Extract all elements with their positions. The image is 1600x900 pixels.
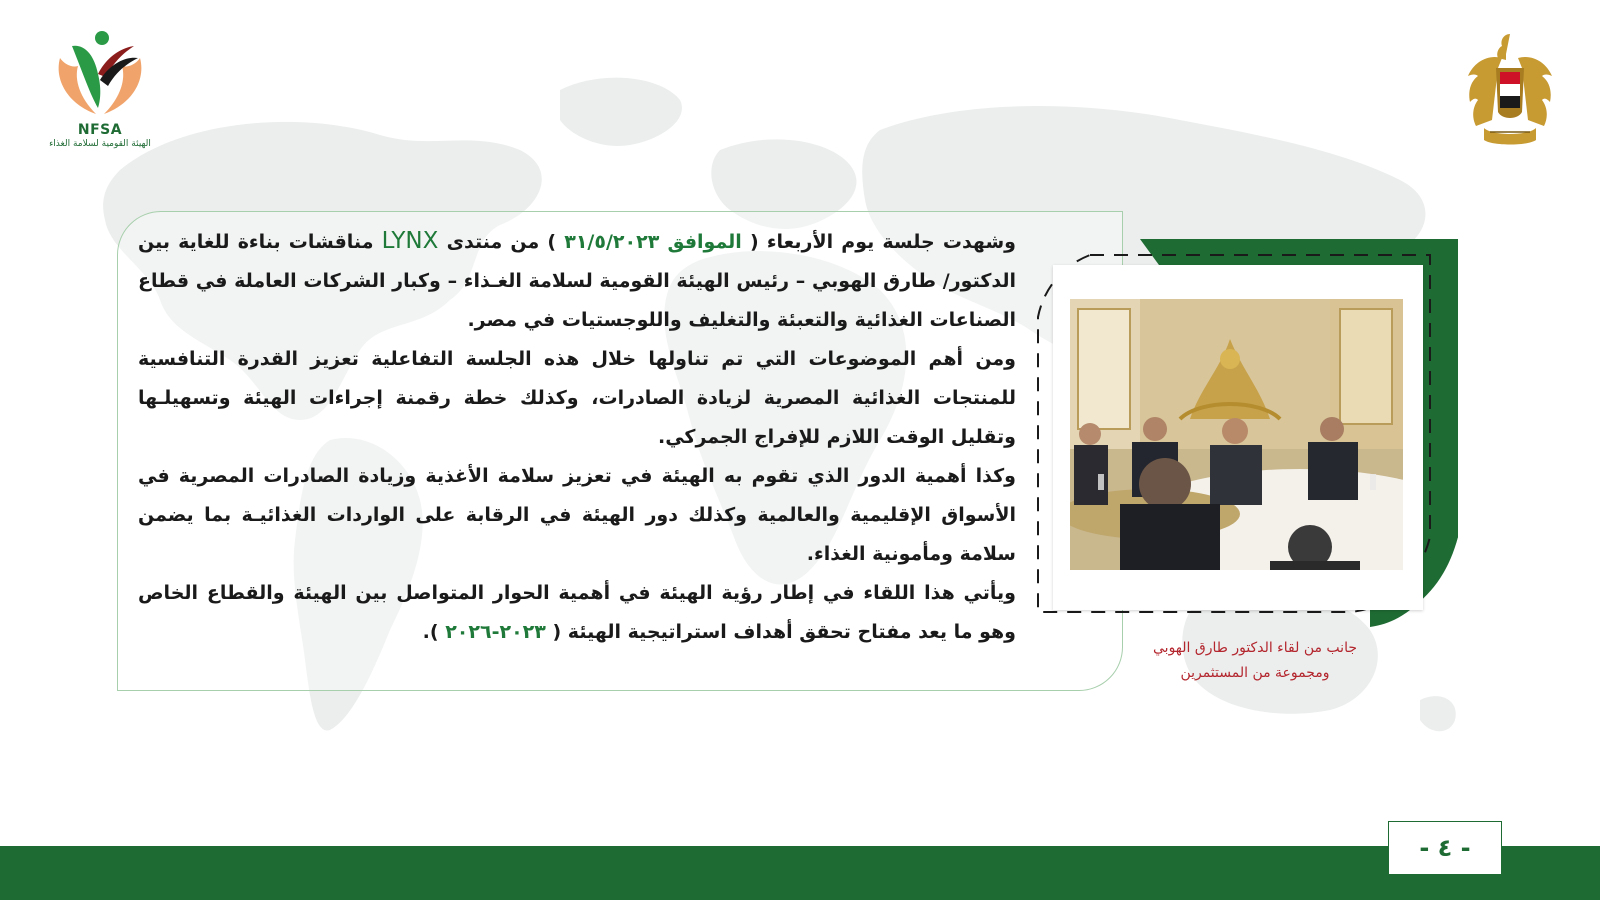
nfsa-logo-name: NFSA — [77, 122, 123, 138]
page-number: - ٤ - — [1388, 821, 1502, 875]
nfsa-emblem-icon — [50, 28, 150, 120]
paragraph-4-end: ). — [422, 621, 439, 643]
lynx-forum-name: LYNX — [381, 228, 439, 254]
article-body — [138, 222, 1016, 652]
article-paragraph-1 — [138, 222, 1016, 340]
caption-line-2: ومجموعة من المستثمرين — [1180, 665, 1330, 681]
nfsa-logo-subtitle: الهيئة القومية لسلامة الغذاء — [49, 139, 151, 149]
paragraph-4-body: ويأتي هذا اللقاء في إطار رؤية الهيئة في أهمية الحوار المتواصل بين الهيئة والقطاع الخاص وهو ما يعد مفتاح تحقق أهداف استراتيجية الهيئة ( — [138, 582, 1016, 643]
paragraph-1-forum: ) من منتدى — [446, 231, 557, 253]
caption-line-1: جانب من لقاء الدكتور طارق الهوبي — [1153, 640, 1357, 656]
photo-caption — [1085, 636, 1425, 686]
article-paragraph-4 — [138, 574, 1016, 652]
article-paragraph-2: ومن أهم الموضوعات التي تم تناولها خلال هذه الجلسة التفاعلية تعزيز القدرة التنافسية للمنتجات الغذائية المصرية لزيادة الصادرات، وكذلك خطة رقمنة إجراءات الهيئة وتسهيلـها وتقليل الوقت اللازم للإفراج الجمركي. — [138, 348, 1016, 448]
paragraph-1-body: مناقشات بناءة للغاية بين الدكتور/ طارق الهوبي – رئيس الهيئة القومية لسلامة الغـذاء – وكبار الشركات العاملة في قطاع الصناعات الغذائية والتعبئة والتغليف واللوجستيات في مصر. — [138, 231, 1016, 331]
egypt-eagle-emblem-icon — [1462, 28, 1558, 152]
meeting-photo — [1070, 299, 1403, 570]
footer-bar — [0, 846, 1600, 900]
meeting-date: الموافق ٣١/٥/٢٠٢٣ — [564, 231, 742, 253]
paragraph-1-intro: وشهدت جلسة يوم الأربعاء ( — [749, 231, 1016, 253]
strategy-years: ٢٠٢٣-٢٠٢٦ — [445, 621, 546, 643]
article-paragraph-3: وكذا أهمية الدور الذي تقوم به الهيئة في تعزيز سلامة الأغذية وزيادة الصادرات المصرية في الأسواق الإقليمية والعالمية وكذلك دور الهيئة في الرقابة على الواردات الغذائيـة بما يضمن سلامة ومأمونية الغذاء. — [138, 465, 1016, 565]
nfsa-logo — [40, 28, 160, 163]
